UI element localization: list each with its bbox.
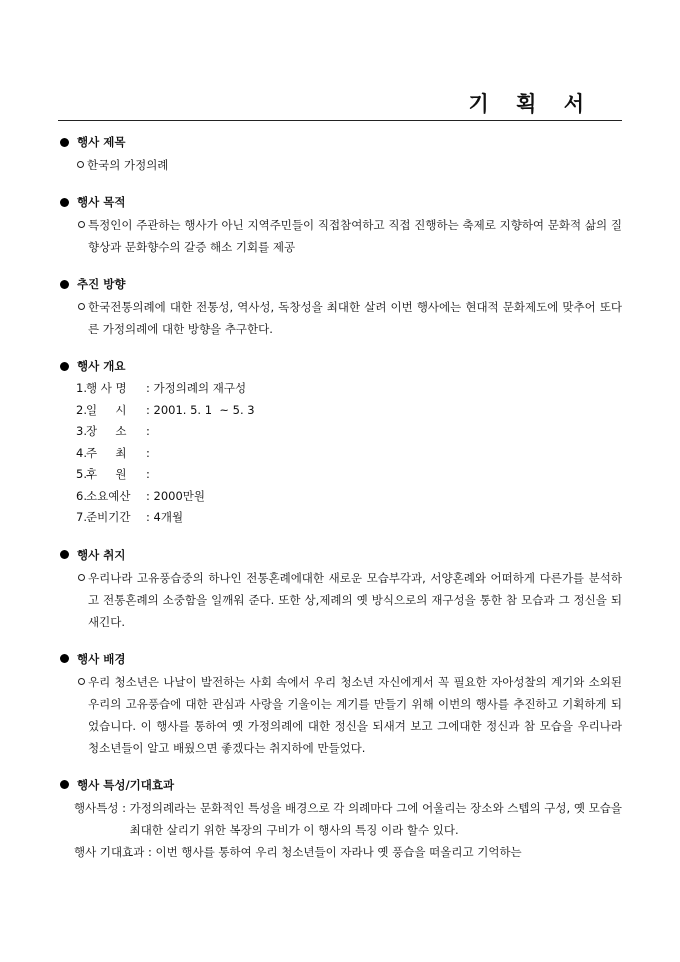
section-heading: 행사 목적 [77, 195, 126, 209]
section-heading: 행사 제목 [77, 135, 126, 149]
document-title: 기 획 서 [468, 91, 594, 116]
section-overview [60, 357, 622, 529]
list-item: 2. 일 시 : 2001. 5. 1 ~ 5. 3 [76, 402, 255, 417]
circle-bullet-icon [78, 221, 85, 228]
section-purpose [60, 193, 622, 258]
section-text: 한국의 가정의례 [87, 158, 169, 172]
bullet-icon [60, 654, 69, 663]
section-features [60, 776, 622, 863]
section-background [60, 650, 622, 759]
circle-bullet-icon [78, 678, 85, 685]
bullet-icon [60, 362, 69, 371]
section-direction [60, 275, 622, 340]
section-heading: 행사 특성/기대효과 [77, 777, 175, 792]
list-item: 6. 소요예산 : 2000만원 [76, 488, 206, 503]
section-event-name [60, 133, 622, 176]
section-heading: 행사 취지 [77, 547, 126, 562]
section-heading: 행사 배경 [77, 651, 126, 666]
title-divider [58, 120, 622, 121]
bullet-icon [60, 280, 69, 289]
bullet-icon [60, 138, 69, 147]
section-text: 특정인이 주관하는 행사가 아닌 지역주민들이 직접참여하고 직접 진행하는 축제로 지향하여 문화적 삶의 질 향상과 문화향수의 갈증 해소 기회를 제공 [88, 218, 622, 254]
section-intent [60, 546, 622, 633]
overview-list [76, 378, 622, 529]
section-text: 한국전통의례에 대한 전통성, 역사성, 독창성을 최대한 살려 이번 행사에는 현대적 문화제도에 맞추어 또다른 가정의례에 대한 방향을 추구한다. [88, 300, 622, 336]
document-body [60, 133, 622, 880]
list-item: 4. 주 최 : [76, 445, 150, 460]
section-text: 우리 청소년은 나날이 발전하는 사회 속에서 우리 청소년 자신에게서 꼭 필요한 자아성찰의 계기와 소외된 우리의 고유풍습에 대한 관심과 사랑을 기울이는 계기를 만들기 위해 이번의 행사를 추진하고 기획하게 되었습니다. 이 행사를 통하여 옛 가정의례에 대한 정신을 되새겨 보고 그에대한 정신과 참 모습을 우리나라 청소년들이 알고 배웠으면 좋겠다는 취지하에 만들었다. [88, 674, 622, 755]
bullet-icon [60, 198, 69, 207]
feature-row: 행사특성 : 가정의례라는 문화적인 특성을 배경으로 각 의례마다 그에 어울리는 장소와 스텝의 구성, 옛 모습을 최대한 살리기 위한 복장의 구비가 이 행사의 특징 이라 할수 있다. [74, 800, 622, 837]
bullet-icon [60, 550, 69, 559]
circle-bullet-icon [78, 303, 85, 310]
section-heading: 추진 방향 [77, 277, 126, 291]
effect-row: 행사 기대효과 : 이번 행사를 통하여 우리 청소년들이 자라나 옛 풍습을 떠올리고 기억하는 [74, 844, 522, 859]
section-heading: 행사 개요 [77, 359, 126, 373]
bullet-icon [60, 780, 69, 789]
section-text: 우리나라 고유풍습중의 하나인 전통혼례에대한 새로운 모습부각과, 서양혼례와 어떠하게 다른가를 분석하고 전통혼례의 소중함을 일깨워 준다. 또한 상,제례의 옛 방식으로의 재구성을 통한 참 모습과 그 정신을 되새긴다. [88, 570, 622, 629]
circle-bullet-icon [77, 161, 84, 168]
circle-bullet-icon [78, 574, 85, 581]
list-item: 7. 준비기간 : 4개월 [76, 510, 184, 524]
list-item: 5. 후 원 : [76, 467, 150, 481]
list-item: 3. 장 소 : [76, 424, 150, 438]
list-item: 1. 행 사 명 : 가정의례의 재구성 [76, 381, 247, 395]
